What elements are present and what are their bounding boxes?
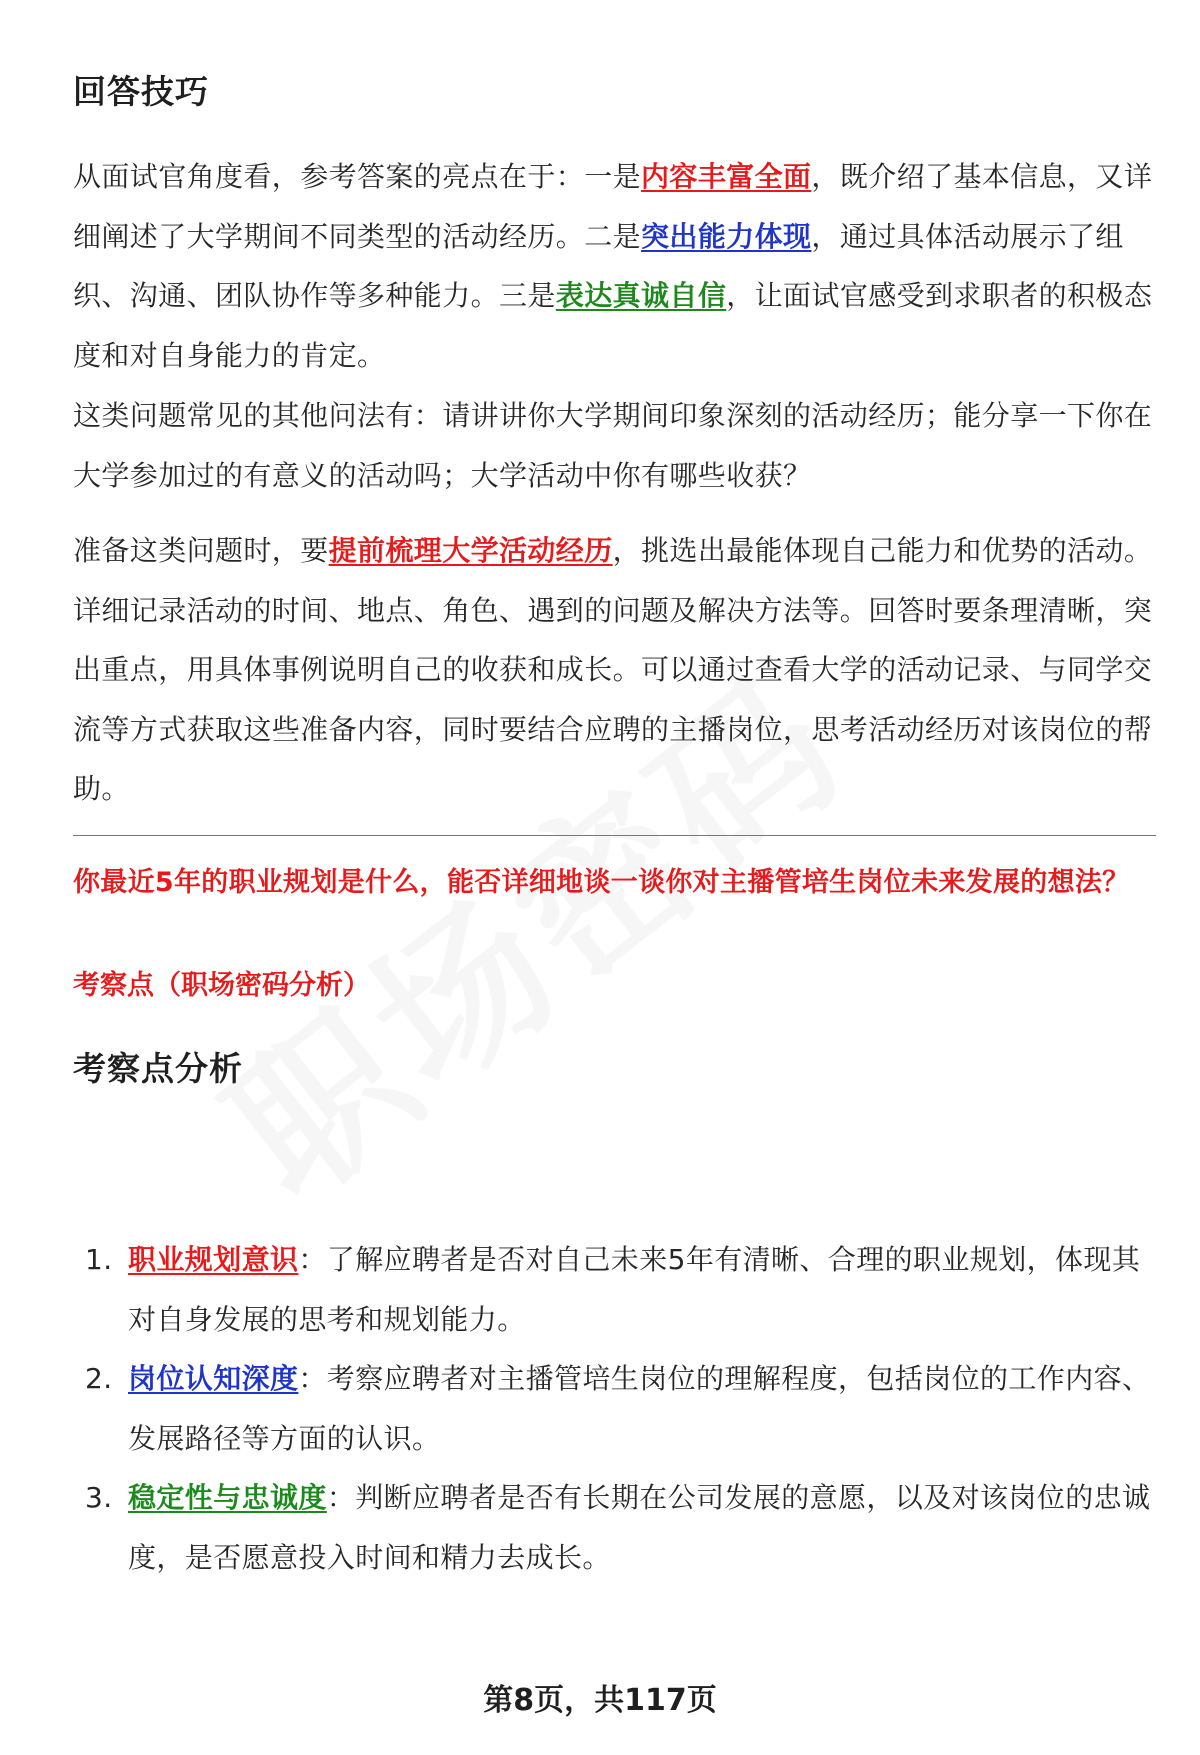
divider (73, 835, 1156, 836)
section-title-analysis: 考察点分析 (73, 1049, 243, 1088)
highlight-sincere: 表达真诚自信 (555, 279, 727, 312)
highlight-rich-content: 内容丰富全面 (641, 160, 812, 193)
item-key-stability: 稳定性与忠诚度 (128, 1481, 327, 1514)
list-item: 1. 职业规划意识：了解应聘者是否对自己未来5年有清晰、合理的职业规划，体现其对自身发展的思考和规划能力。 (85, 1243, 1141, 1336)
list-item: 3. 稳定性与忠诚度：判断应聘者是否有长期在公司发展的意愿，以及对该岗位的忠诚度，是否愿意投入时间和精力去成长。 (85, 1481, 1151, 1574)
analysis-list (73, 1230, 1156, 1587)
list-item: 2. 岗位认知深度：考察应聘者对主播管培生岗位的理解程度，包括岗位的工作内容、发展路径等方面的认识。 (85, 1362, 1151, 1455)
paragraph-preparation: 准备这类问题时，要提前梳理大学活动经历，挑选出最能体现自己能力和优势的活动。详细记录活动的时间、地点、角色、遇到的问题及解决方法等。回答时要条理清晰，突出重点，用具体事例说明自己的收获和成长。可以通过查看大学的活动记录、与同学交流等方式获取这些准备内容，同时要结合应聘的主播岗位，思考活动经历对该岗位的帮助。 (73, 534, 1153, 805)
item-key-career-planning: 职业规划意识 (128, 1243, 299, 1276)
interview-question: 你最近5年的职业规划是什么，能否详细地谈一谈你对主播管培生岗位未来发展的想法？ (73, 867, 1130, 898)
paragraph-alternate-questions: 这类问题常见的其他问法有：请讲讲你大学期间印象深刻的活动经历；能分享一下你在大学参加过的有意义的活动吗；大学活动中你有哪些收获？ (73, 399, 1153, 492)
page-number: 第8页，共117页 (483, 1683, 717, 1718)
question-subtitle: 考察点（职场密码分析） (73, 970, 370, 1001)
paragraph-highlights: 从面试官角度看，参考答案的亮点在于：一是内容丰富全面，既介绍了基本信息，又详细阐述了大学期间不同类型的活动经历。二是突出能力体现，通过具体活动展示了组织、沟通、团队协作等多种能力。三是表达真诚自信，让面试官感受到求职者的积极态度和对自身能力的肯定。 (73, 160, 1153, 372)
item-key-position-cognition: 岗位认知深度 (128, 1362, 299, 1395)
highlight-review-experience: 提前梳理大学活动经历 (328, 534, 613, 567)
section-title-answer-tips: 回答技巧 (73, 72, 209, 111)
highlight-ability: 突出能力体现 (641, 219, 812, 253)
